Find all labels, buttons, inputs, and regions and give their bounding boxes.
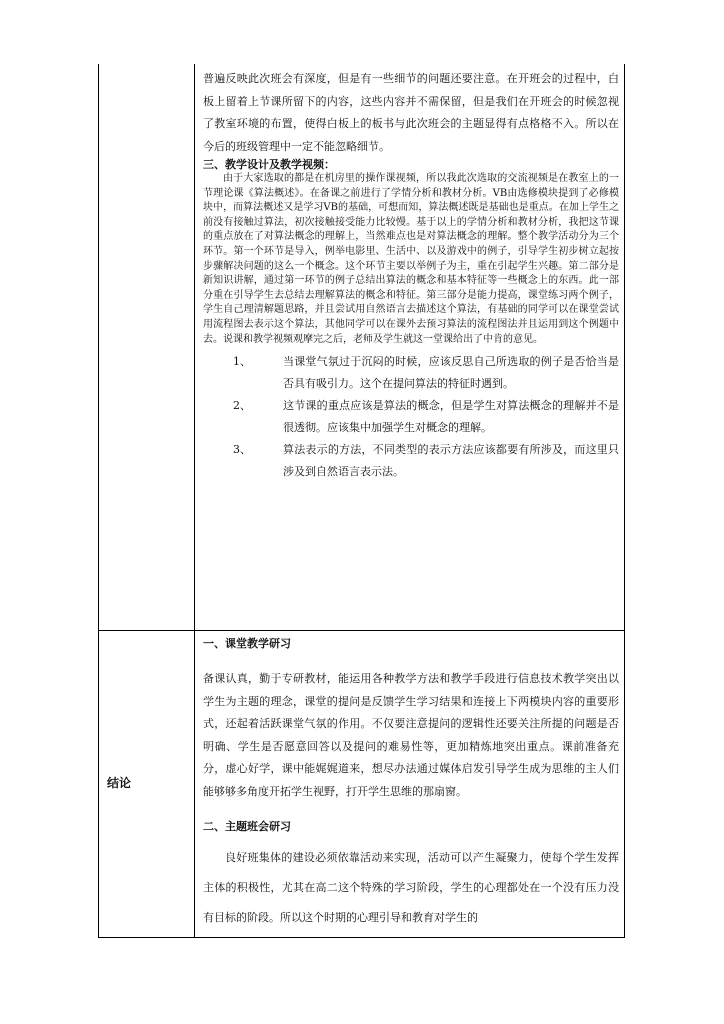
content-cell-teaching — [203, 68, 619, 628]
teaching-design-paragraph: 由于大家选取的都是在机房里的操作课视频，所以我此次选取的交流视频是在教室上的一节理论课《算法概述》。在备课之前进行了学情分析和教材分析。VB由选修模块提到了必修模块中，而算法概述又是学习VB的基础，可想而知，算法概述既是基础也是重点。在加上学生之前没有接触过算法，初次接触接受能力比较慢。基于以上的学情分析和教材分析，我把这节课的重点放在了对算法概念的理解上，当然难点也是对算法概念的理解。整个教学活动分为三个环节。第一个环节是导入，例举电影里、生活中、以及游戏中的例子，引导学生初步树立起按步骤解决问题的这么一个概念。这个环节主要以举例子为主，重在引起学生兴趣。第二部分是新知识讲解，通过第一环节的例子总结出算法的概念和基本特征等一些概念上的东西。此一部分重在引导学生去总结去理解算法的概念和特征。第三部分是能力提高，课堂练习两个例子，学生自己理清解题思路，并且尝试用自然语言去描述这个算法，有基础的同学可以在课堂尝试用流程图去表示这个算法，其他同学可以在课外去预习算法的流程图法并且运用到这个例题中去。说课和教学视频观摩完之后，老师及学生就这一堂课给出了中肯的意见。 — [203, 173, 619, 345]
list-text: 当课堂气氛过于沉闷的时候，应该反思自己所选取的例子是否恰当是否具有吸引力。这个在提问算法的特征时遇到。 — [283, 355, 619, 391]
feedback-list — [203, 351, 619, 483]
section-heading-teaching-design: 三、教学设计及教学视频： — [203, 158, 335, 171]
list-text: 这节课的重点应该是算法的概念，但是学生对算法概念的理解并不是很透彻。应该集中加强学生对概念的理解。 — [283, 399, 619, 435]
list-number: 1、 — [233, 355, 251, 369]
list-item — [203, 395, 619, 439]
list-item — [203, 351, 619, 395]
continued-paragraph: 普遍反映此次班会有深度，但是有一些细节的问题还要注意。在开班会的过程中，白板上留着上节课所留下的内容，这些内容并不需保留，但是我们在开班会的时候忽视了教室环境的布置，使得白板上的板书与此次班会的主题显得有点格格不入。所以在今后的班级管理中一定不能忽略细节。 — [203, 72, 619, 153]
heading-classroom-practice: 一、课堂教学研习 — [203, 637, 291, 650]
heading-class-meeting: 二、主题班会研习 — [203, 820, 291, 833]
class-meeting-paragraph: 良好班集体的建设必须依靠活动来实现，活动可以产生凝聚力，使每个学生发挥主体的积极性，尤其在高二这个特殊的学习阶段，学生的心理都处在一个没有压力没有目标的阶段。所以这个时期的心理引导和教育对学生的 — [203, 851, 619, 924]
list-number: 2、 — [233, 399, 251, 413]
content-cell-conclusion — [203, 630, 619, 936]
list-text: 算法表示的方法，不同类型的表示方法应该都要有所涉及，而这里只涉及到自然语言表示法。 — [283, 443, 619, 479]
column-divider — [194, 64, 195, 937]
list-number: 3、 — [233, 443, 251, 457]
conclusion-label: 结论 — [107, 776, 132, 790]
report-table — [98, 64, 625, 938]
classroom-practice-paragraph: 备课认真，勤于专研教材，能运用各种教学方法和教学手段进行信息技术教学突出以学生为主题的理念，课堂的提问是反馈学生学习结果和连接上下两模块内容的重要形式，还起着活跃课堂气氛的作用。不仅要注意提问的逻辑性还要关注所提的问题是否明确、学生是否愿意回答以及提问的难易性等，更加精炼地突出重点。课前准备充分，虚心好学，课中能娓娓道来，想尽办法通过媒体启发引导学生成为思维的主人们能够够多角度开拓学生视野，打开学生思维的那扇窗。 — [203, 672, 619, 798]
list-item — [203, 439, 619, 483]
